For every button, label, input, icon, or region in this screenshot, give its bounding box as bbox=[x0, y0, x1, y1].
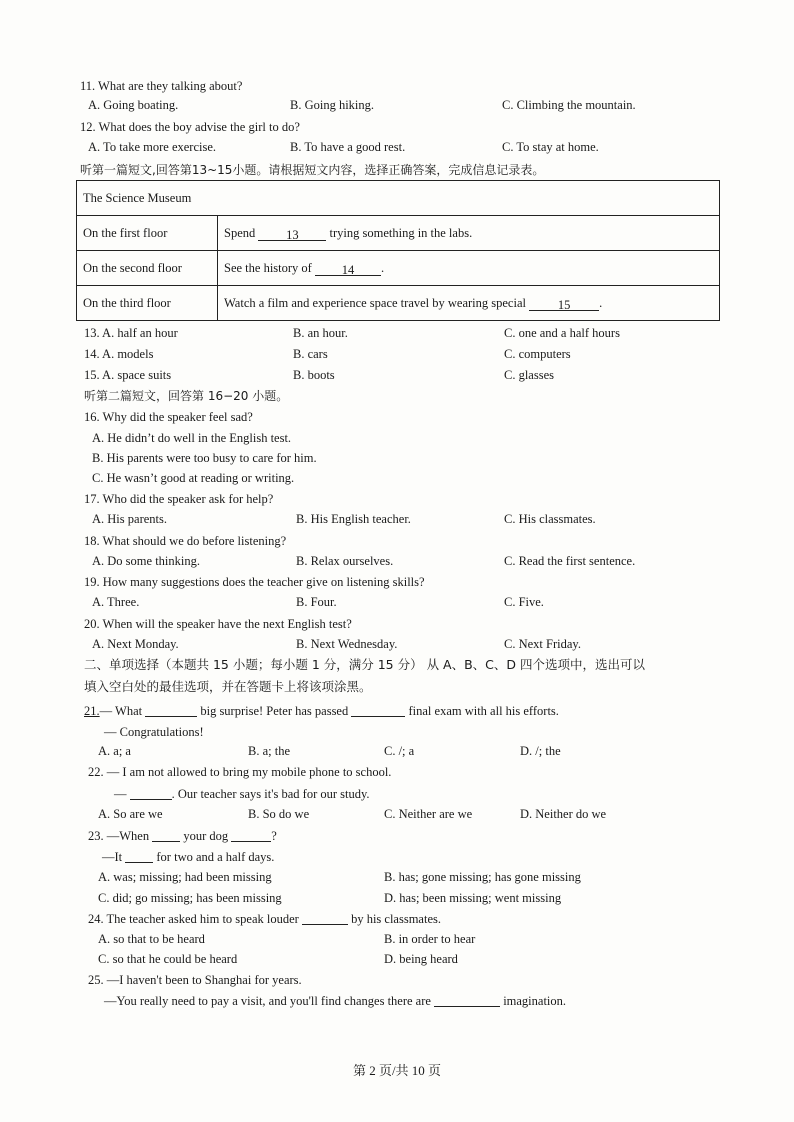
q21-option-b[interactable]: B. a; the bbox=[248, 744, 291, 758]
q21-stem: 21.— What big surprise! Peter has passed final exam with all his efforts. bbox=[84, 704, 559, 718]
q13-option-c[interactable]: C. one and a half hours bbox=[504, 326, 620, 340]
q20-option-a[interactable]: A. Next Monday. bbox=[92, 637, 179, 651]
q22-stem: 22. — I am not allowed to bring my mobile phone to school. bbox=[88, 765, 392, 779]
science-museum-table bbox=[76, 180, 720, 321]
q11-option-c[interactable]: C. Climbing the mountain. bbox=[502, 98, 636, 112]
blank[interactable] bbox=[145, 704, 197, 717]
row-content: Spend 13 trying something in the labs. bbox=[218, 216, 720, 251]
q24-option-b[interactable]: B. in order to hear bbox=[384, 932, 476, 946]
q18-option-c[interactable]: C. Read the first sentence. bbox=[504, 554, 636, 568]
row-content: See the history of 14 . bbox=[218, 251, 720, 286]
q16-stem: 16. Why did the speaker feel sad? bbox=[84, 410, 253, 424]
part2-heading-line1: 二、单项选择（本题共 15 小题；每小题 1 分，满分 15 分） 从 A、B、C、D 四个选项中，选出可以 bbox=[84, 657, 646, 672]
page-footer: 第 2 页/共 10 页 bbox=[352, 1063, 442, 1078]
q19-option-b[interactable]: B. Four. bbox=[296, 595, 337, 609]
q16-option-b[interactable]: B. His parents were too busy to care for him. bbox=[92, 451, 317, 465]
q15-option-c[interactable]: C. glasses bbox=[504, 368, 554, 382]
q16-option-c[interactable]: C. He wasn’t good at reading or writing. bbox=[92, 471, 295, 485]
blank[interactable] bbox=[231, 829, 271, 842]
q22-option-c[interactable]: C. Neither are we bbox=[384, 807, 473, 821]
blank[interactable] bbox=[130, 787, 172, 800]
blank[interactable] bbox=[434, 994, 500, 1007]
blank[interactable] bbox=[351, 704, 405, 717]
q22-option-a[interactable]: A. So are we bbox=[98, 807, 163, 821]
q19-stem: 19. How many suggestions does the teacher give on listening skills? bbox=[84, 575, 425, 589]
q21-reply: — Congratulations! bbox=[104, 725, 204, 739]
q22-option-b[interactable]: B. So do we bbox=[248, 807, 310, 821]
q12-option-b[interactable]: B. To have a good rest. bbox=[290, 140, 406, 154]
q17-stem: 17. Who did the speaker ask for help? bbox=[84, 492, 274, 506]
q14-option-b[interactable]: B. cars bbox=[293, 347, 328, 361]
q13-option-b[interactable]: B. an hour. bbox=[293, 326, 348, 340]
q23-option-b[interactable]: B. has; gone missing; has gone missing bbox=[384, 870, 581, 884]
q20-stem: 20. When will the speaker have the next English test? bbox=[84, 617, 352, 631]
section-instruction-2: 听第二篇短文，回答第 16−20 小题。 bbox=[84, 389, 289, 403]
table-title: The Science Museum bbox=[77, 181, 720, 216]
q21-option-d[interactable]: D. /; the bbox=[520, 744, 561, 758]
blank-14[interactable]: 14 bbox=[315, 263, 381, 276]
q14-option-c[interactable]: C. computers bbox=[504, 347, 571, 361]
blank-13[interactable]: 13 bbox=[258, 228, 326, 241]
q15-option-b[interactable]: B. boots bbox=[293, 368, 335, 382]
q21-option-c[interactable]: C. /; a bbox=[384, 744, 415, 758]
row-content: Watch a film and experience space travel by wearing special 15 . bbox=[218, 286, 720, 321]
table-row bbox=[77, 216, 720, 251]
q16-option-a[interactable]: A. He didn’t do well in the English test. bbox=[92, 431, 292, 445]
q24-option-a[interactable]: A. so that to be heard bbox=[98, 932, 205, 946]
q25-reply: —You really need to pay a visit, and you'll find changes there are imagination. bbox=[104, 994, 567, 1008]
floor-label: On the first floor bbox=[77, 216, 218, 251]
q17-option-b[interactable]: B. His English teacher. bbox=[296, 512, 411, 526]
q24-option-d[interactable]: D. being heard bbox=[384, 952, 458, 966]
q18-stem: 18. What should we do before listening? bbox=[84, 534, 287, 548]
q17-option-a[interactable]: A. His parents. bbox=[92, 512, 167, 526]
q12-option-c[interactable]: C. To stay at home. bbox=[502, 140, 599, 154]
q21-option-a[interactable]: A. a; a bbox=[98, 744, 131, 758]
q19-option-c[interactable]: C. Five. bbox=[504, 595, 544, 609]
q25-stem: 25. —I haven't been to Shanghai for years. bbox=[88, 973, 302, 987]
blank-15[interactable]: 15 bbox=[529, 298, 599, 311]
floor-label: On the third floor bbox=[77, 286, 218, 321]
q24-stem: 24. The teacher asked him to speak louder by his classmates. bbox=[88, 912, 441, 926]
section-instruction-1: 听第一篇短文,回答第13~15小题。请根据短文内容，选择正确答案，完成信息记录表。 bbox=[80, 163, 545, 177]
q22-reply: — . Our teacher says it's bad for our study. bbox=[114, 787, 370, 801]
q23-option-d[interactable]: D. has; been missing; went missing bbox=[384, 891, 562, 905]
q20-option-b[interactable]: B. Next Wednesday. bbox=[296, 637, 398, 651]
q12-stem: 12. What does the boy advise the girl to do? bbox=[80, 120, 300, 134]
q23-option-c[interactable]: C. did; go missing; has been missing bbox=[98, 891, 282, 905]
q22-option-d[interactable]: D. Neither do we bbox=[520, 807, 607, 821]
blank[interactable] bbox=[125, 850, 153, 863]
floor-label: On the second floor bbox=[77, 251, 218, 286]
q23-option-a[interactable]: A. was; missing; had been missing bbox=[98, 870, 272, 884]
q18-option-b[interactable]: B. Relax ourselves. bbox=[296, 554, 394, 568]
q11-stem: 11. What are they talking about? bbox=[80, 79, 243, 93]
q13-option-a[interactable]: 13. A. half an hour bbox=[84, 326, 178, 340]
part2-heading-line2: 填入空白处的最佳选项，并在答题卡上将该项涂黑。 bbox=[84, 679, 372, 694]
q17-option-c[interactable]: C. His classmates. bbox=[504, 512, 596, 526]
q11-option-b[interactable]: B. Going hiking. bbox=[290, 98, 375, 112]
q23-reply: —It for two and a half days. bbox=[102, 850, 275, 864]
blank[interactable] bbox=[152, 829, 180, 842]
q18-option-a[interactable]: A. Do some thinking. bbox=[92, 554, 200, 568]
table-row bbox=[77, 251, 720, 286]
q19-option-a[interactable]: A. Three. bbox=[92, 595, 140, 609]
blank[interactable] bbox=[302, 912, 348, 925]
q23-stem: 23. —When your dog ? bbox=[88, 829, 277, 843]
q24-option-c[interactable]: C. so that he could be heard bbox=[98, 952, 238, 966]
q12-option-a[interactable]: A. To take more exercise. bbox=[88, 140, 217, 154]
q15-option-a[interactable]: 15. A. space suits bbox=[84, 368, 172, 382]
q11-option-a[interactable]: A. Going boating. bbox=[88, 98, 179, 112]
table-row bbox=[77, 286, 720, 321]
q20-option-c[interactable]: C. Next Friday. bbox=[504, 637, 581, 651]
q14-option-a[interactable]: 14. A. models bbox=[84, 347, 154, 361]
